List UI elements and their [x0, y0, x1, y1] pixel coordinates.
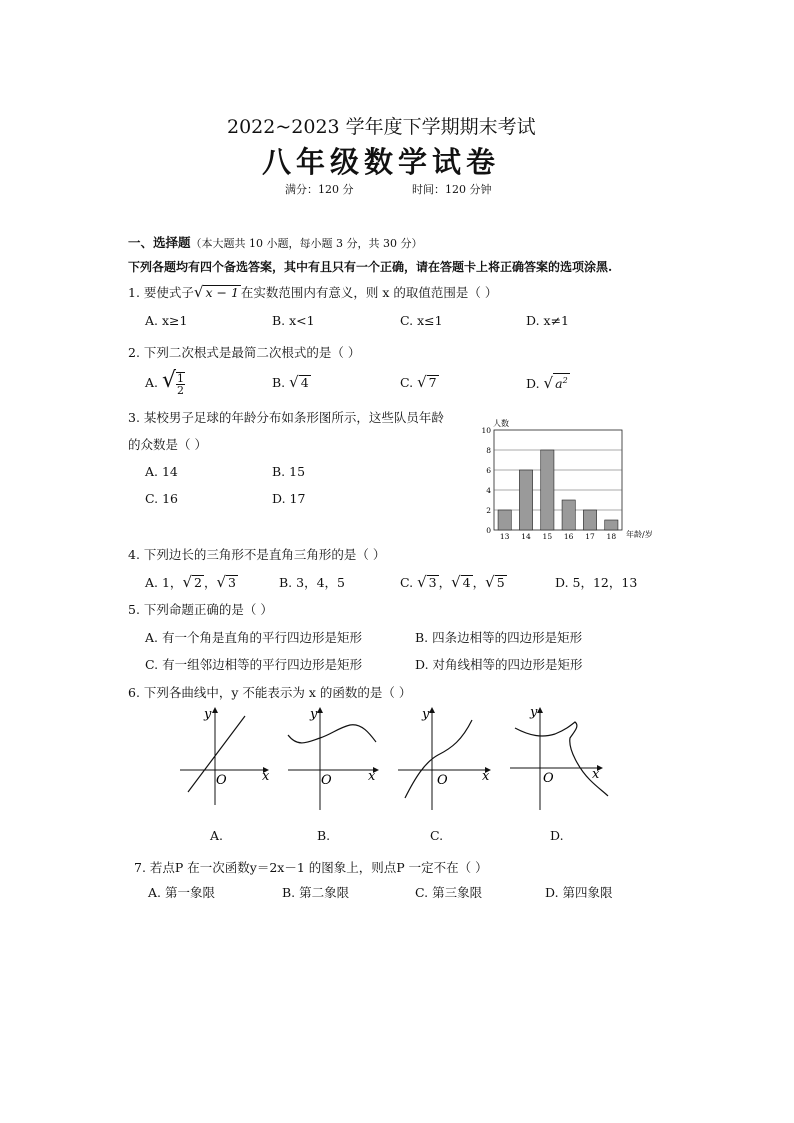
q4-stem: 4. 下列边长的三角形不是直角三角形的是（ ）: [128, 547, 386, 562]
chart-ytick-label: 0: [486, 526, 491, 535]
graph-b-curve: [288, 725, 376, 743]
q1-stem: [128, 283, 497, 301]
q2-option-a-label: A.: [145, 375, 159, 390]
chart-xtick-label: 14: [521, 532, 531, 541]
q3-option-a: A. 14: [145, 464, 178, 479]
q4-option-c-r2: 4: [462, 575, 471, 590]
q4-option-a: [145, 573, 238, 591]
q7-option-c: C. 第三象限: [415, 885, 483, 900]
exam-time: 时间：120 分钟: [412, 183, 492, 196]
chart-xlabel: 年龄/岁: [626, 530, 653, 539]
section-heading-title: 一、选择题: [128, 235, 191, 250]
q4-option-c-sep1: ，: [438, 575, 452, 590]
chart-xtick-label: 13: [499, 532, 510, 541]
q2-option-a: [145, 368, 185, 396]
graph-d-curve: [515, 722, 608, 796]
q3-stem-line1: 3. 某校男子足球的年龄分布如条形图所示，这些队员年龄: [128, 410, 444, 425]
sqrt-sign: √: [193, 283, 204, 301]
q4-option-a-pre: A. 1，: [145, 575, 183, 590]
chart-ytick-label: 2: [486, 506, 491, 515]
q4-option-c: [400, 573, 507, 591]
paper-title: 八年级数学试卷: [262, 145, 501, 179]
chart-grid: [494, 430, 622, 530]
q1-option-a: A. x≥1: [145, 313, 188, 328]
q1-option-c: C. x≤1: [400, 313, 443, 328]
q5-option-d: D. 对角线相等的四边形是矩形: [415, 657, 583, 672]
q2-option-c-radicand: 7: [428, 375, 437, 390]
q2-option-b-label: B.: [272, 375, 286, 390]
sqrt-sign: √: [417, 373, 427, 391]
chart-bar-15: [541, 450, 554, 530]
y-label: y: [530, 705, 538, 720]
age-bar-chart: [478, 415, 678, 545]
graph-a: [180, 707, 270, 805]
sqrt-sign: √: [182, 573, 192, 591]
chart-ytick-label: 8: [486, 446, 491, 455]
q2-fraction-den: 2: [177, 383, 185, 397]
origin-label: O: [437, 773, 448, 788]
x-label: x: [482, 769, 490, 784]
q1-radicand: x − 1: [205, 285, 239, 300]
q6-stem: 6. 下列各曲线中，y 不能表示为 x 的函数的是（ ）: [128, 685, 412, 700]
sqrt-sign: √: [216, 573, 227, 591]
q2-option-c-label: C.: [400, 375, 414, 390]
q3-option-c: C. 16: [145, 491, 178, 506]
q4-option-c-sep2: ，: [472, 575, 486, 590]
q2-option-b-radicand: 4: [300, 375, 309, 390]
chart-bar-16: [562, 500, 575, 530]
q6-caption-c: C.: [430, 828, 444, 843]
q4-option-b: B. 3，4，5: [279, 575, 345, 590]
chart-xtick-label: 18: [606, 532, 617, 541]
q5-option-b: B. 四条边相等的四边形是矩形: [415, 630, 583, 645]
q3-stem-line2: 的众数是（ ）: [128, 437, 207, 452]
full-score: 满分：120 分: [285, 183, 354, 196]
x-label: x: [368, 769, 376, 784]
chart-xtick-label: 16: [563, 532, 574, 541]
x-label: x: [592, 767, 600, 782]
graph-d: [510, 705, 608, 810]
q2-option-b: [272, 373, 311, 391]
q3-option-d: D. 17: [272, 491, 306, 506]
q4-option-a-sep: ，: [203, 575, 217, 590]
origin-label: O: [543, 771, 554, 786]
q7-option-b: B. 第二象限: [282, 885, 350, 900]
q4-option-c-r3: 5: [496, 575, 505, 590]
q6-caption-b: B.: [317, 828, 331, 843]
q2-option-c: [400, 373, 439, 391]
q4-option-c-label: C.: [400, 575, 414, 590]
q6-caption-d: D.: [550, 828, 564, 843]
q1-stem-pre: 1. 要使式子: [128, 285, 194, 300]
y-label: y: [204, 707, 212, 722]
sqrt-sign: √: [485, 573, 495, 591]
graph-b: [288, 707, 378, 810]
chart-bar-14: [519, 470, 532, 530]
sqrt-sign: √: [162, 368, 177, 393]
q2-option-d-label: D.: [526, 376, 540, 392]
chart-frame: [494, 430, 622, 530]
q7-option-a: A. 第一象限: [148, 885, 215, 900]
q4-option-d: D. 5，12，13: [555, 575, 638, 590]
origin-label: O: [216, 773, 227, 788]
q2-stem: 2. 下列二次根式是最简二次根式的是（ ）: [128, 345, 361, 360]
origin-label: O: [321, 773, 332, 788]
q4-option-a-r2: 3: [228, 575, 236, 590]
sqrt-sign: √: [451, 573, 461, 591]
y-label: y: [310, 707, 318, 722]
sqrt-sign: √: [417, 573, 427, 591]
chart-ylabel: 人数: [493, 419, 509, 428]
q2-option-d-base: a: [555, 376, 563, 392]
sqrt-sign: √: [543, 374, 554, 393]
section-heading: [128, 233, 423, 251]
q7-option-d: D. 第四象限: [545, 885, 613, 900]
graph-c: [398, 707, 490, 810]
chart-bar-18: [605, 520, 618, 530]
q1-stem-post: 在实数范围内有意义，则 x 的取值范围是（ ）: [240, 285, 498, 300]
q4-option-a-r1: 2: [194, 575, 202, 590]
q1-option-d: D. x≠1: [526, 313, 569, 328]
section-instruction: 下列各题均有四个备选答案，其中有且只有一个正确，请在答题卡上将正确答案的选项涂黑.: [128, 260, 613, 274]
section-heading-note: （本大题共 10 小题，每小题 3 分，共 30 分）: [190, 237, 423, 250]
q2-fraction-num: 1: [177, 371, 185, 385]
q6-caption-a: A.: [210, 828, 224, 843]
exam-title: 2022~2023 学年度下学期期末考试: [227, 116, 536, 138]
chart-bar-13: [498, 510, 511, 530]
sqrt-sign: √: [289, 373, 299, 391]
chart-xtick-label: 15: [542, 532, 553, 541]
q2-option-d-radicand: [553, 373, 570, 391]
y-label: y: [422, 707, 430, 722]
q1-option-b: B. x<1: [272, 313, 315, 328]
q2-option-d-exponent: 2: [562, 376, 568, 385]
q2-fraction: [176, 372, 185, 396]
q4-option-c-r1: 3: [428, 575, 437, 590]
chart-xtick-label: 17: [585, 532, 595, 541]
chart-ytick-label: 4: [486, 486, 491, 495]
q3-option-b: B. 15: [272, 464, 306, 479]
q5-stem: 5. 下列命题正确的是（ ）: [128, 602, 273, 617]
chart-ytick-label: 10: [481, 426, 491, 435]
q7-stem: 7. 若点P 在一次函数y＝2x－1 的图象上，则点P 一定不在（ ）: [134, 860, 488, 875]
q5-option-c: C. 有一组邻边相等的平行四边形是矩形: [145, 657, 363, 672]
q6-graphs: [170, 700, 630, 810]
x-label: x: [262, 769, 270, 784]
q5-option-a: A. 有一个角是直角的平行四边形是矩形: [145, 630, 362, 645]
chart-bar-17: [583, 510, 596, 530]
q2-option-d: [526, 373, 570, 392]
chart-ytick-label: 6: [486, 466, 491, 475]
